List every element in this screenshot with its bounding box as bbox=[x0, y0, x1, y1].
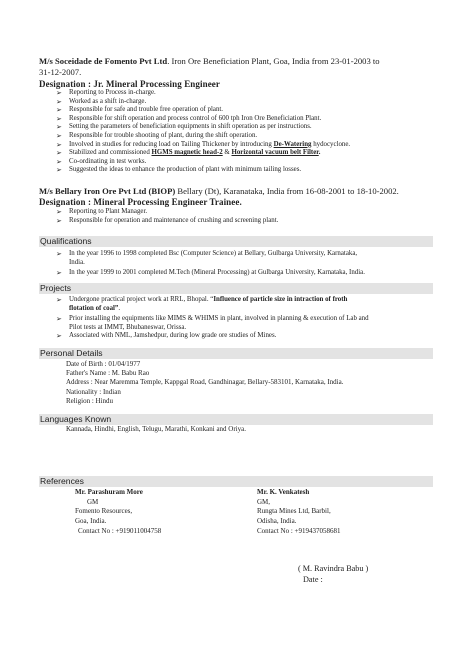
reference-2-title: GM, bbox=[257, 497, 271, 506]
project-title: Influence of particle size in intraction of froth bbox=[213, 296, 348, 303]
reference-1-title: GM bbox=[87, 497, 99, 506]
list-item: ➢ In the year 1999 to 2001 completed M.Tech (Mineral Processing) at Gulbarga University, Karnataka, India. bbox=[56, 269, 365, 278]
section-heading-projects: Projects bbox=[39, 283, 433, 294]
section-heading-references: References bbox=[39, 476, 433, 487]
arrow-bullet-icon: ➢ bbox=[56, 123, 62, 132]
arrow-bullet-icon: ➢ bbox=[56, 315, 62, 324]
languages-text: Kannada, Hindhi, English, Telugu, Marathi, Konkani and Oriya. bbox=[66, 425, 246, 433]
section-heading-languages: Languages Known bbox=[39, 414, 433, 425]
arrow-bullet-icon: ➢ bbox=[56, 216, 62, 225]
section-heading-qualifications: Qualifications bbox=[39, 236, 433, 247]
list-item: ➢ Responsible for operation and maintenance of crushing and screening plant. bbox=[56, 216, 279, 225]
job1-header bbox=[39, 56, 439, 78]
signature-name: ( M. Ravindra Babu ) bbox=[298, 564, 369, 573]
list-item: ➢ Worked as a shift in-charge. bbox=[56, 97, 147, 106]
address: Address : Near Maremma Temple, Kappgal Road, Gandhinagar, Bellary-583101, Karnataka, India. bbox=[66, 378, 344, 387]
list-item: ➢ Reporting to Process in-charge. bbox=[56, 89, 156, 97]
job1-responsibilities bbox=[56, 89, 456, 175]
reference-2-name: Mr. K. Venkatesh bbox=[257, 488, 310, 496]
list-item: ➢ Involved in studies for reducing load on Tailing Thickener by introducing De-Watering hydocyclone. bbox=[56, 140, 351, 149]
list-item: ➢ Suggested the ideas to enhance the production of plant with minimum tailing losses. bbox=[56, 166, 302, 175]
belt-filter-highlight: Horizontal vacuum belt Filter bbox=[231, 149, 319, 157]
reference-1-name: Mr. Parashuram More bbox=[75, 488, 143, 496]
reference-1 bbox=[75, 488, 161, 537]
list-item: ➢ In the year 1996 to 1998 completed Bsc (Computer Science) at Bellary, Gulbarga University, Karnataka, India. bbox=[56, 250, 358, 266]
dewatering-highlight: De-Watering bbox=[273, 140, 312, 148]
list-item: ➢ Undergone practical project work at RRL, Bhopal. “Influence of particle size in intraction of froth flotation of coal”. bbox=[56, 296, 348, 312]
projects-list bbox=[56, 296, 456, 341]
list-item: ➢ Setting the parameters of beneficiation equipments in shift operation as per instructions. bbox=[56, 123, 312, 132]
arrow-bullet-icon: ➢ bbox=[56, 296, 62, 304]
list-item: ➢ Co-ordinating in test works. bbox=[56, 157, 147, 166]
arrow-bullet-icon: ➢ bbox=[56, 97, 62, 106]
signature-date: Date : bbox=[303, 575, 323, 584]
personal-details-block bbox=[66, 360, 343, 406]
job2-company: M/s Bellary Iron Ore Pvt Ltd (BIOP) bbox=[39, 186, 176, 196]
arrow-bullet-icon: ➢ bbox=[56, 332, 62, 341]
fathers-name: Father's Name : M. Babu Rao bbox=[66, 369, 150, 378]
reference-2 bbox=[257, 488, 340, 537]
job2-header bbox=[39, 186, 439, 197]
list-item: ➢ Responsible for trouble shooting of plant, during the shift operation. bbox=[56, 131, 258, 140]
job1-details-line1: . Iron Ore Beneficiation Plant, Goa, India from 23-01-2003 to bbox=[167, 56, 380, 66]
arrow-bullet-icon: ➢ bbox=[56, 149, 62, 158]
list-item: ➢ Associated with NML, Jamshedpur, during low grade ore studies of Mines. bbox=[56, 332, 277, 341]
reference-1-contact: Contact No : +919011004758 bbox=[78, 526, 162, 535]
arrow-bullet-icon: ➢ bbox=[56, 114, 62, 123]
nationality: Nationality : Indian bbox=[66, 387, 121, 396]
religion: Religion : Hindu bbox=[66, 396, 114, 405]
qualifications-list bbox=[56, 250, 456, 278]
arrow-bullet-icon: ➢ bbox=[56, 269, 62, 278]
hgms-highlight: HGMS magnetic head-2 bbox=[151, 149, 223, 157]
list-item: ➢ Responsible for shift operation and process control of 600 tph Iron Ore Beneficiation Plant. bbox=[56, 114, 322, 123]
job1-details-line2: 31-12-2007. bbox=[39, 67, 82, 77]
arrow-bullet-icon: ➢ bbox=[56, 131, 62, 140]
list-item: ➢ Prior installing the equipments like MIMS & WHIMS in plant, involved in planning & execution of Lab and Pilot tests at IMMT, Bhubaneswar, Orissa. bbox=[56, 315, 369, 331]
reference-2-org: Rungta Mines Ltd, Barbil, bbox=[257, 507, 331, 516]
reference-1-org: Fomento Resources, bbox=[75, 507, 133, 516]
arrow-bullet-icon: ➢ bbox=[56, 208, 62, 216]
arrow-bullet-icon: ➢ bbox=[56, 106, 62, 115]
reference-1-place: Goa, India. bbox=[75, 517, 107, 526]
arrow-bullet-icon: ➢ bbox=[56, 250, 62, 258]
section-heading-personal-details: Personal Details bbox=[39, 348, 433, 359]
arrow-bullet-icon: ➢ bbox=[56, 89, 62, 97]
list-item: ➢ Responsible for safe and trouble free operation of plant. bbox=[56, 106, 224, 115]
job1-company: M/s Soceidade de Fomento Pvt Ltd bbox=[39, 56, 168, 66]
job2-responsibilities bbox=[56, 208, 456, 225]
reference-2-contact: Contact No : +919437058681 bbox=[257, 526, 341, 535]
arrow-bullet-icon: ➢ bbox=[56, 166, 62, 175]
list-item: ➢ Stabilized and commissioned HGMS magnetic head-2 & Horizontal vacuum belt Filter. bbox=[56, 149, 321, 158]
arrow-bullet-icon: ➢ bbox=[56, 157, 62, 166]
date-of-birth: Date of Birth : 01/04/1977 bbox=[66, 360, 141, 368]
arrow-bullet-icon: ➢ bbox=[56, 140, 62, 149]
job2-designation: Designation : Mineral Processing Engineer Trainee. bbox=[39, 197, 242, 207]
reference-2-place: Odisha, India. bbox=[257, 517, 297, 526]
job2-details: Bellary (Dt), Karanataka, India from 16-08-2001 to 18-10-2002. bbox=[175, 186, 399, 196]
job1-designation: Designation : Jr. Mineral Processing Engineer bbox=[39, 79, 220, 89]
list-item: ➢ Reporting to Plant Manager. bbox=[56, 208, 148, 216]
